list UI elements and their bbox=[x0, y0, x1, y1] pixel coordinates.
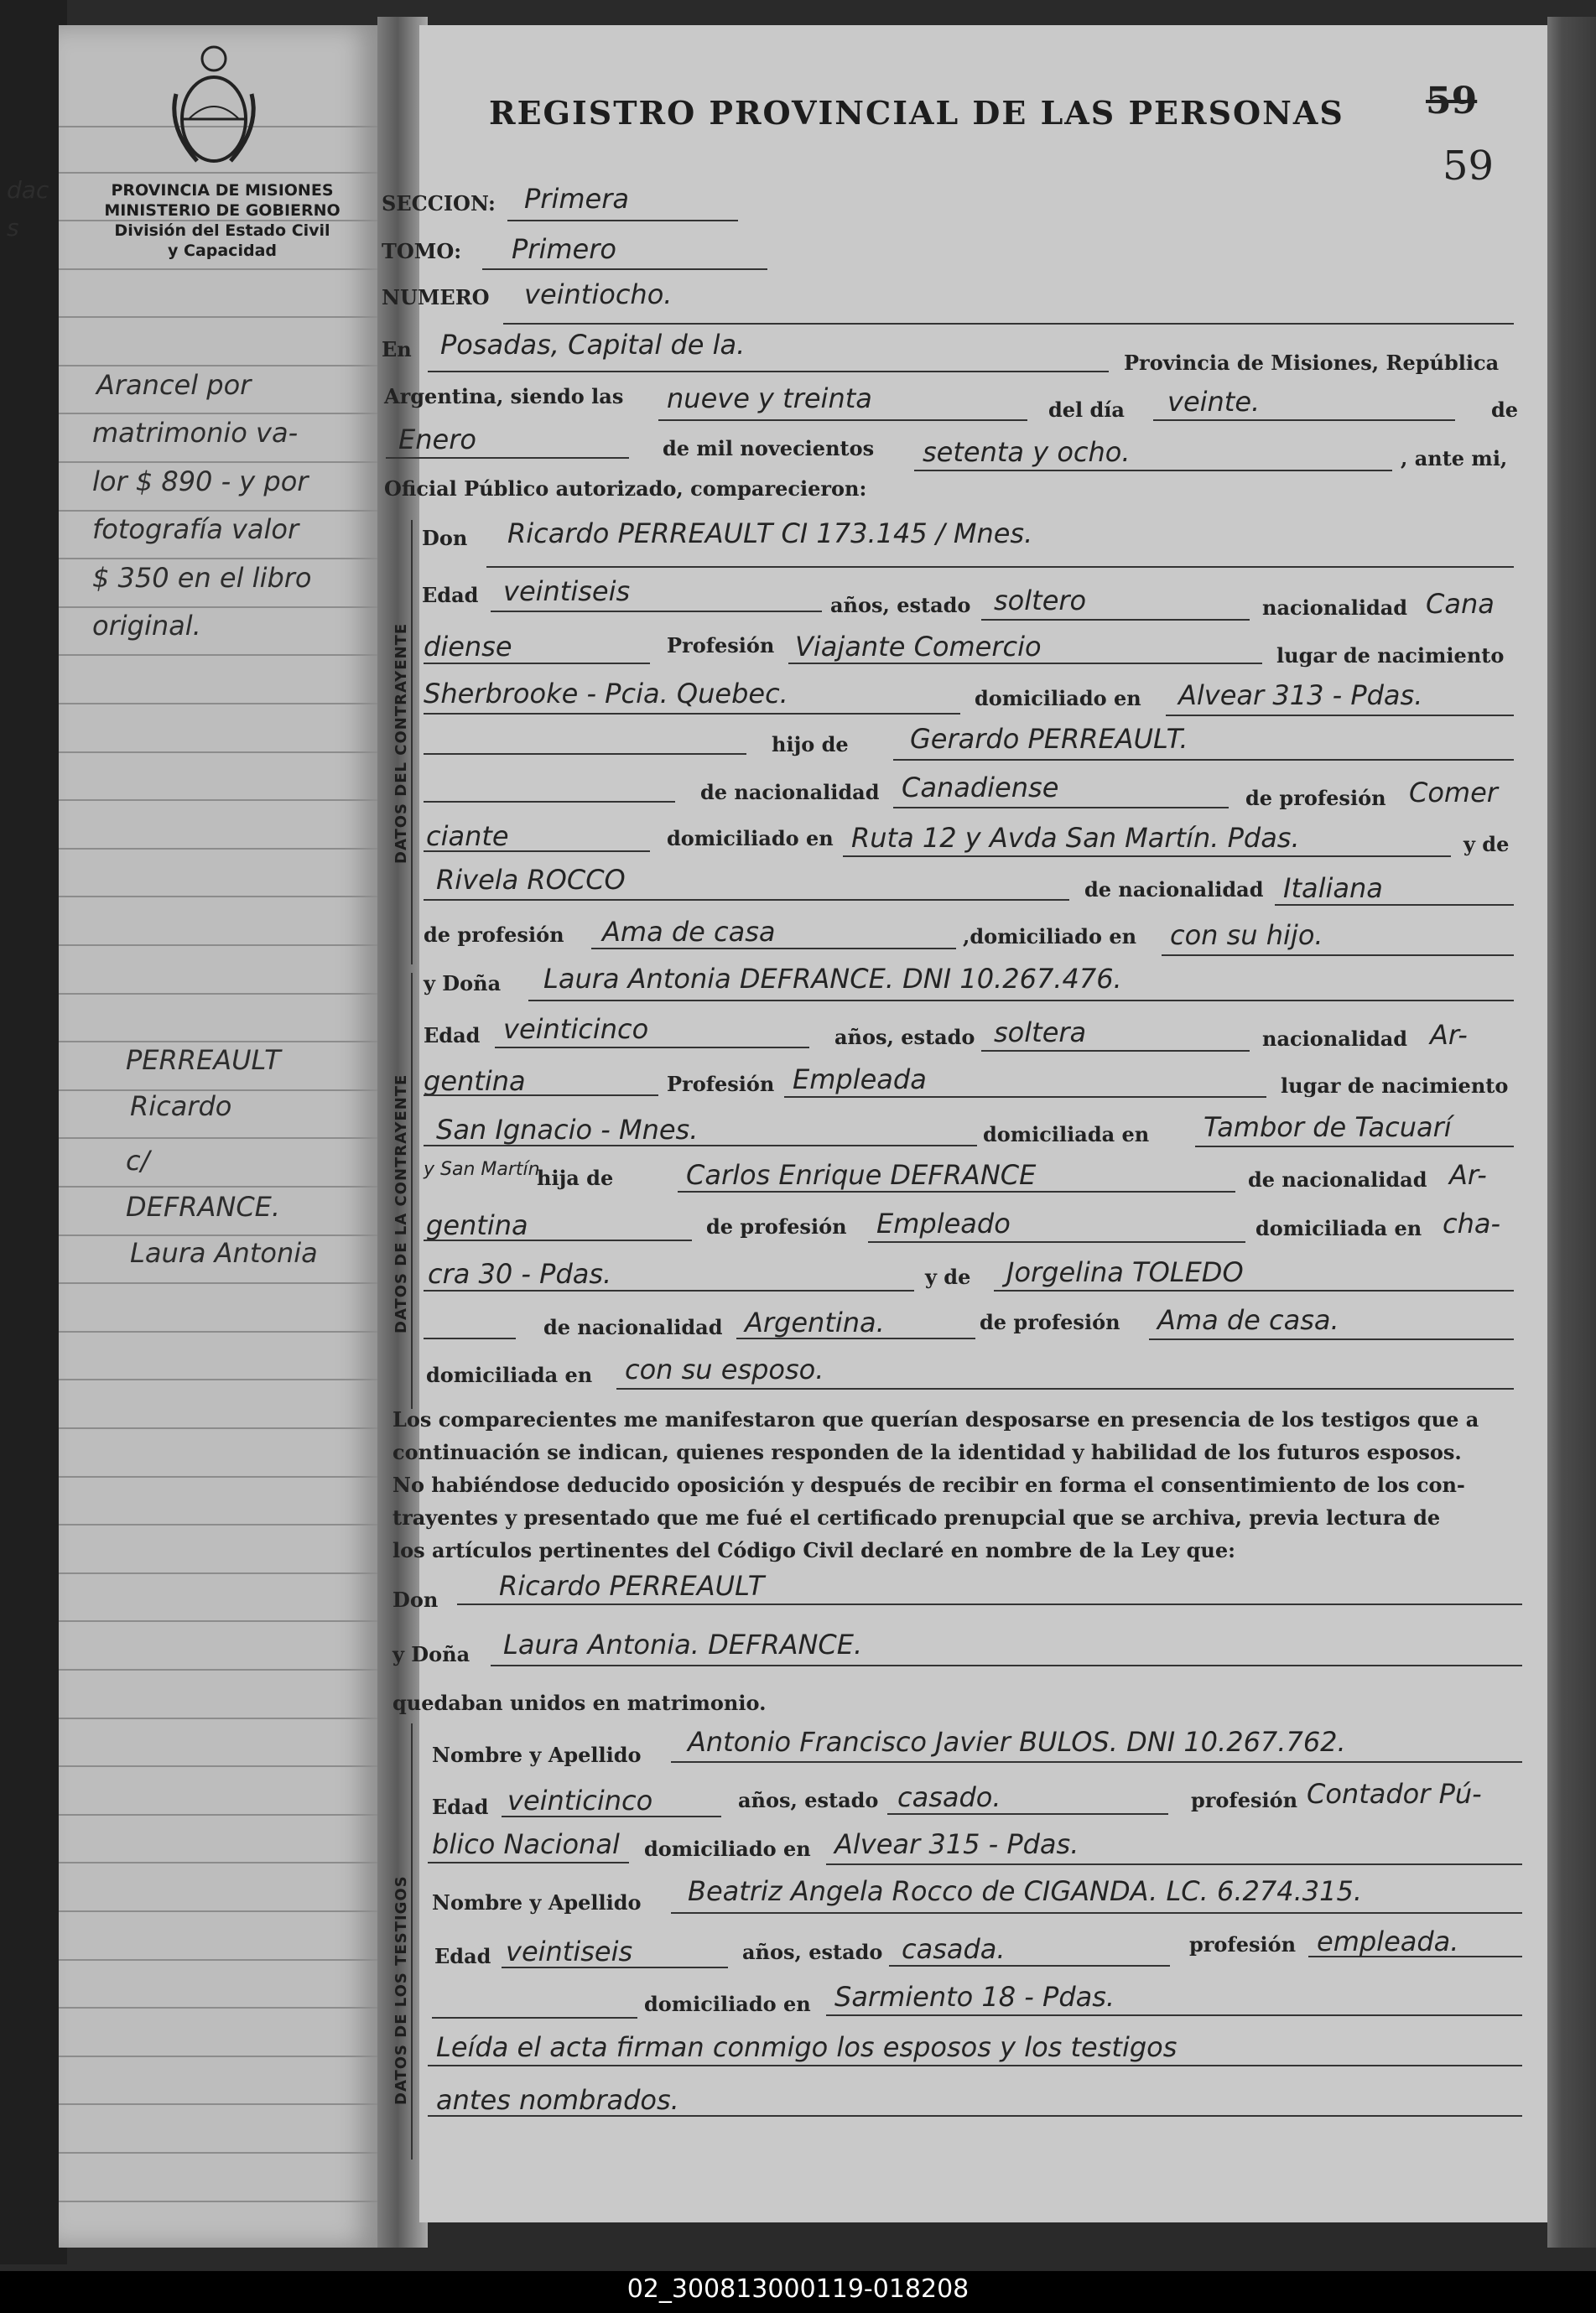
bride-domicilio: Tambor de Tacuarí bbox=[1203, 1111, 1452, 1143]
dia-label: del día bbox=[1048, 398, 1125, 422]
seccion-label: SECCION: bbox=[382, 191, 496, 216]
madre-nac-label: de nacionalidad bbox=[543, 1315, 723, 1339]
bride-padre: Carlos Enrique DEFRANCE bbox=[686, 1159, 1037, 1191]
padre-prof-label: de profesión bbox=[1245, 786, 1386, 810]
nacionalidad-label: nacionalidad bbox=[1262, 595, 1408, 620]
numero-label: NUMERO bbox=[382, 285, 490, 309]
ministry-line: División del Estado Civil bbox=[114, 221, 330, 240]
groom-domicilio: Alvear 313 - Pdas. bbox=[1178, 679, 1423, 711]
witness2-name: Beatriz Angela Rocco de CIGANDA. LC. 6.274.315. bbox=[688, 1875, 1362, 1907]
profesion-label: profesión bbox=[1191, 1788, 1298, 1812]
bride-lugar-nac: San Ignacio - Mnes. bbox=[436, 1114, 699, 1146]
hija-label: hija de bbox=[537, 1166, 614, 1190]
madre-prof-label: de profesión bbox=[424, 923, 564, 947]
left-page bbox=[59, 25, 377, 2248]
numero-value: veintiocho. bbox=[524, 278, 673, 310]
anio-label: de mil novecientos bbox=[663, 436, 875, 460]
bride-name: Laura Antonia DEFRANCE. DNI 10.267.476. bbox=[543, 963, 1122, 995]
declaration-line: No habiéndose deducido oposición y después de recibir en forma el consentimiento de los con- bbox=[393, 1473, 1465, 1497]
witness2-domicilio: Sarmiento 18 - Pdas. bbox=[834, 1981, 1115, 2013]
padre-nac-label: de nacionalidad bbox=[1248, 1167, 1427, 1192]
witness2-edad: veintiseis bbox=[506, 1936, 633, 1967]
index-surname: DEFRANCE. bbox=[126, 1191, 281, 1223]
bride-madre: Jorgelina TOLEDO bbox=[1006, 1256, 1244, 1288]
coat-of-arms-icon bbox=[164, 44, 264, 169]
witness2-estado: casada. bbox=[902, 1933, 1006, 1965]
padre-prof-label: de profesión bbox=[706, 1214, 847, 1239]
hora-value: nueve y treinta bbox=[667, 382, 872, 414]
tomo-value: Primero bbox=[512, 233, 616, 265]
declaration-line: continuación se indican, quienes responden de la identidad y habilidad de los futuros esposos. bbox=[393, 1440, 1462, 1464]
madre-dom-label: domiciliada en bbox=[426, 1363, 593, 1387]
ministry-line: PROVINCIA DE MISIONES bbox=[111, 181, 334, 200]
don-label: Don bbox=[422, 526, 468, 550]
bride-padre-prof: Empleado bbox=[876, 1208, 1011, 1240]
page-number-crossed: 59 bbox=[1426, 80, 1478, 122]
domicilio-label: domiciliado en bbox=[975, 686, 1141, 710]
don-label: Don bbox=[393, 1588, 439, 1612]
groom-madre-prof: Ama de casa bbox=[602, 916, 776, 948]
bride-side-label: DATOS DE LA CONTRAYENTE bbox=[393, 1073, 410, 1333]
groom-nacionalidad: Cana bbox=[1426, 588, 1495, 620]
closing-line: Leída el acta firman conmigo los esposos y los testigos bbox=[436, 2031, 1178, 2063]
mes-value: Enero bbox=[398, 424, 476, 455]
lugar-value: Posadas, Capital de la. bbox=[440, 329, 746, 361]
bride-madre-nac: Argentina. bbox=[745, 1307, 885, 1338]
nombre-label: Nombre y Apellido bbox=[432, 1890, 642, 1915]
groom-nacionalidad-cont: diense bbox=[424, 631, 512, 663]
madre-prof-label: de profesión bbox=[980, 1310, 1120, 1334]
declaration-line: los artículos pertinentes del Código Civil declaré en nombre de la Ley que: bbox=[393, 1538, 1235, 1562]
en-label: En bbox=[382, 337, 412, 361]
declaration-line: trayentes y presentado que me fué el certificado prenupcial que se archiva, previa lectura de bbox=[393, 1505, 1441, 1530]
anio-value: setenta y ocho. bbox=[923, 436, 1131, 468]
witness1-profesion: Contador Pú- bbox=[1307, 1778, 1482, 1810]
witness1-name: Antonio Francisco Javier BULOS. DNI 10.267.762. bbox=[688, 1726, 1346, 1758]
groom-padre-prof: Comer bbox=[1409, 777, 1498, 808]
declaration-dona: Laura Antonia. DEFRANCE. bbox=[503, 1629, 863, 1661]
index-name: Ricardo bbox=[130, 1090, 232, 1122]
lugar-nac-label: lugar de nacimiento bbox=[1276, 643, 1505, 668]
binder-edge bbox=[0, 0, 67, 2264]
groom-edad: veintiseis bbox=[503, 575, 631, 607]
bride-madre-dom: con su esposo. bbox=[625, 1354, 824, 1385]
declaration-line: Los comparecientes me manifestaron que querían desposarse en presencia de los testigos que a bbox=[393, 1407, 1479, 1432]
madre-dom-label: ,domiciliado en bbox=[963, 924, 1137, 949]
witness1-estado: casado. bbox=[897, 1781, 1001, 1813]
edad-label: Edad bbox=[432, 1795, 489, 1819]
fee-note-line: Arancel por bbox=[96, 369, 252, 401]
fee-note-line: original. bbox=[92, 610, 201, 642]
bride-padre-dom-cont: cra 30 - Pdas. bbox=[428, 1258, 612, 1290]
bride-madre-prof: Ama de casa. bbox=[1157, 1304, 1339, 1336]
witness1-edad: veinticinco bbox=[507, 1785, 653, 1817]
book-right-edge bbox=[1547, 17, 1596, 2248]
seccion-value: Primera bbox=[524, 183, 629, 215]
edad-label: Edad bbox=[434, 1944, 491, 1968]
padre-dom-label: domiciliado en bbox=[667, 826, 834, 850]
groom-padre-dom: Ruta 12 y Avda San Martín. Pdas. bbox=[851, 822, 1300, 854]
fee-note-line: matrimonio va- bbox=[92, 417, 299, 449]
profesion-label: Profesión bbox=[667, 633, 775, 658]
declaration-don: Ricardo PERREAULT bbox=[499, 1570, 765, 1602]
groom-padre: Gerardo PERREAULT. bbox=[910, 723, 1188, 755]
lugar-nac-label: lugar de nacimiento bbox=[1281, 1073, 1509, 1098]
bride-padre-nac-cont: gentina bbox=[426, 1209, 528, 1241]
ministry-line: y Capacidad bbox=[168, 242, 277, 260]
edad-label: Edad bbox=[424, 1023, 481, 1047]
ministry-line: MINISTERIO DE GOBIERNO bbox=[104, 201, 341, 220]
edad-label: Edad bbox=[422, 583, 479, 607]
dia-value: veinte. bbox=[1167, 386, 1261, 418]
argentina-label: Argentina, siendo las bbox=[384, 384, 624, 408]
image-caption: 02_300813000119-018208 bbox=[626, 2274, 970, 2304]
bride-domicilio-cont: y San Martín bbox=[424, 1159, 540, 1180]
groom-lugar-nac: Sherbrooke - Pcia. Quebec. bbox=[424, 678, 788, 709]
bride-profesion: Empleada bbox=[793, 1063, 927, 1095]
profesion-label: profesión bbox=[1189, 1932, 1297, 1957]
index-name: Laura Antonia bbox=[130, 1237, 318, 1269]
declaration-paragraph bbox=[393, 1403, 1479, 1567]
profesion-label: Profesión bbox=[667, 1072, 775, 1096]
estado-label: años, estado bbox=[742, 1940, 883, 1964]
edge-mark: s bbox=[7, 214, 19, 242]
fee-note-line: fotografía valor bbox=[92, 513, 299, 545]
y-de-label: y de bbox=[925, 1265, 971, 1289]
groom-side-label: DATOS DEL CONTRAYENTE bbox=[393, 622, 410, 864]
ministry-block bbox=[84, 180, 361, 261]
page-title: REGISTRO PROVINCIAL DE LAS PERSONAS bbox=[489, 94, 1344, 132]
bride-nacionalidad-cont: gentina bbox=[424, 1065, 526, 1097]
witness2-profesion: empleada. bbox=[1317, 1926, 1459, 1957]
index-conj: c/ bbox=[126, 1145, 150, 1177]
groom-padre-prof-cont: ciante bbox=[426, 820, 509, 852]
padre-nac-label: de nacionalidad bbox=[700, 780, 880, 804]
padre-dom-label: domiciliada en bbox=[1255, 1216, 1422, 1240]
bride-padre-nac: Ar- bbox=[1449, 1159, 1487, 1191]
groom-madre: Rivela ROCCO bbox=[436, 864, 626, 896]
groom-name: Ricardo PERREAULT CI 173.145 / Mnes. bbox=[507, 517, 1033, 549]
oficial-label: Oficial Público autorizado, comparecieron: bbox=[384, 476, 867, 501]
groom-padre-nac: Canadiense bbox=[902, 772, 1059, 803]
dona-label: y Doña bbox=[393, 1642, 470, 1666]
estado-label: años, estado bbox=[738, 1788, 879, 1812]
nacionalidad-label: nacionalidad bbox=[1262, 1027, 1408, 1051]
domicilio-label: domiciliado en bbox=[644, 1837, 811, 1861]
tomo-label: TOMO: bbox=[382, 239, 462, 263]
dona-label: y Doña bbox=[424, 971, 502, 995]
fee-note-line: $ 350 en el libro bbox=[92, 562, 312, 594]
madre-nac-label: de nacionalidad bbox=[1084, 877, 1264, 902]
bride-estado: soltera bbox=[994, 1016, 1087, 1048]
domicilio-label: domiciliado en bbox=[644, 1992, 811, 2016]
index-surname: PERREAULT bbox=[126, 1044, 281, 1076]
de-label: de bbox=[1491, 398, 1519, 422]
estado-label: años, estado bbox=[834, 1025, 975, 1049]
bride-nacionalidad: Ar- bbox=[1430, 1019, 1468, 1051]
unidos-text: quedaban unidos en matrimonio. bbox=[393, 1691, 767, 1715]
provincia-label: Provincia de Misiones, República bbox=[1124, 351, 1500, 375]
witnesses-side-label: DATOS DE LOS TESTIGOS bbox=[393, 1875, 410, 2105]
domicilio-label: domiciliada en bbox=[983, 1122, 1150, 1146]
closing-line: antes nombrados. bbox=[436, 2084, 679, 2116]
bride-edad: veinticinco bbox=[503, 1013, 649, 1045]
ante-label: , ante mi, bbox=[1401, 446, 1508, 470]
groom-madre-nac: Italiana bbox=[1283, 872, 1383, 904]
fee-note-line: lor $ 890 - y por bbox=[92, 465, 309, 497]
witness1-domicilio: Alvear 315 - Pdas. bbox=[834, 1828, 1079, 1860]
hijo-label: hijo de bbox=[772, 732, 849, 756]
witness1-profesion-cont: blico Nacional bbox=[432, 1828, 620, 1860]
estado-label: años, estado bbox=[830, 593, 971, 617]
y-de-label: y de bbox=[1463, 832, 1510, 856]
groom-estado: soltero bbox=[994, 585, 1087, 616]
edge-mark: dac bbox=[7, 176, 49, 204]
nombre-label: Nombre y Apellido bbox=[432, 1743, 642, 1767]
groom-madre-dom: con su hijo. bbox=[1170, 919, 1323, 951]
page-number: 59 bbox=[1443, 143, 1495, 190]
bride-padre-dom: cha- bbox=[1443, 1208, 1501, 1240]
groom-profesion: Viajante Comercio bbox=[795, 631, 1042, 663]
